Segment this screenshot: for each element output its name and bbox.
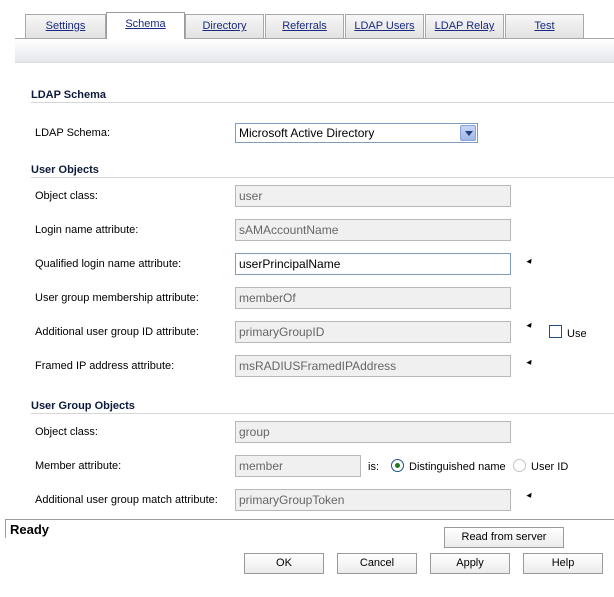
tab-content-band [15,39,614,63]
tab-directory[interactable]: Directory [185,14,264,38]
tab-schema[interactable]: Schema [106,12,185,39]
additional-match-field[interactable] [235,489,511,511]
tab-test[interactable]: Test [505,14,584,38]
help-button[interactable]: Help [523,553,603,574]
ldap-schema-select[interactable] [235,123,478,143]
section-title-ldap-schema: LDAP Schema [31,89,106,101]
qualified-login-field[interactable] [235,253,511,275]
apply-button[interactable]: Apply [430,553,510,574]
use-checkbox[interactable] [549,325,562,338]
qualified-login-label: Qualified login name attribute: [35,258,182,270]
object-class-label: Object class: [35,190,98,202]
additional-group-id-label: Additional user group ID attribute: [35,326,199,338]
tab-ldap-relay[interactable]: LDAP Relay [425,14,504,38]
cancel-button[interactable]: Cancel [337,553,417,574]
tab-referrals[interactable]: Referrals [265,14,344,38]
distinguished-name-label: Distinguished name [409,461,506,473]
member-attribute-label: Member attribute: [35,460,122,472]
ok-button[interactable]: OK [244,553,324,574]
group-membership-label: User group membership attribute: [35,292,199,304]
marker-icon [526,493,533,499]
user-id-radio[interactable] [513,459,526,472]
ldap-schema-label: LDAP Schema: [35,127,111,139]
login-name-label: Login name attribute: [35,224,139,236]
read-from-server-button[interactable]: Read from server [444,527,564,548]
marker-icon [526,360,533,366]
additional-match-label: Additional user group match attribute: [35,494,218,506]
tab-settings[interactable]: Settings [25,14,106,38]
member-attribute-field[interactable] [235,455,361,477]
section-divider [31,413,614,414]
group-object-class-field[interactable] [235,421,511,443]
user-object-class-field[interactable] [235,185,511,207]
section-divider [31,102,614,103]
ldap-schema-selected-value: Microsoft Active Directory [239,126,375,140]
status-text: Ready [10,522,50,537]
framed-ip-field[interactable] [235,355,511,377]
user-id-label: User ID [531,461,569,473]
group-membership-field[interactable] [235,287,511,309]
section-divider [31,177,614,178]
is-label: is: [368,461,379,473]
framed-ip-label: Framed IP address attribute: [35,360,175,372]
group-object-class-label: Object class: [35,426,98,438]
chevron-down-icon[interactable] [460,125,476,141]
additional-group-id-field[interactable] [235,321,511,343]
marker-icon [526,323,533,329]
section-title-user-group-objects: User Group Objects [31,400,135,412]
marker-icon [526,259,533,265]
distinguished-name-radio[interactable] [391,459,404,472]
tab-ldap-users[interactable]: LDAP Users [345,14,424,38]
login-name-field[interactable] [235,219,511,241]
use-checkbox-label: Use [567,328,587,340]
section-title-user-objects: User Objects [31,164,99,176]
